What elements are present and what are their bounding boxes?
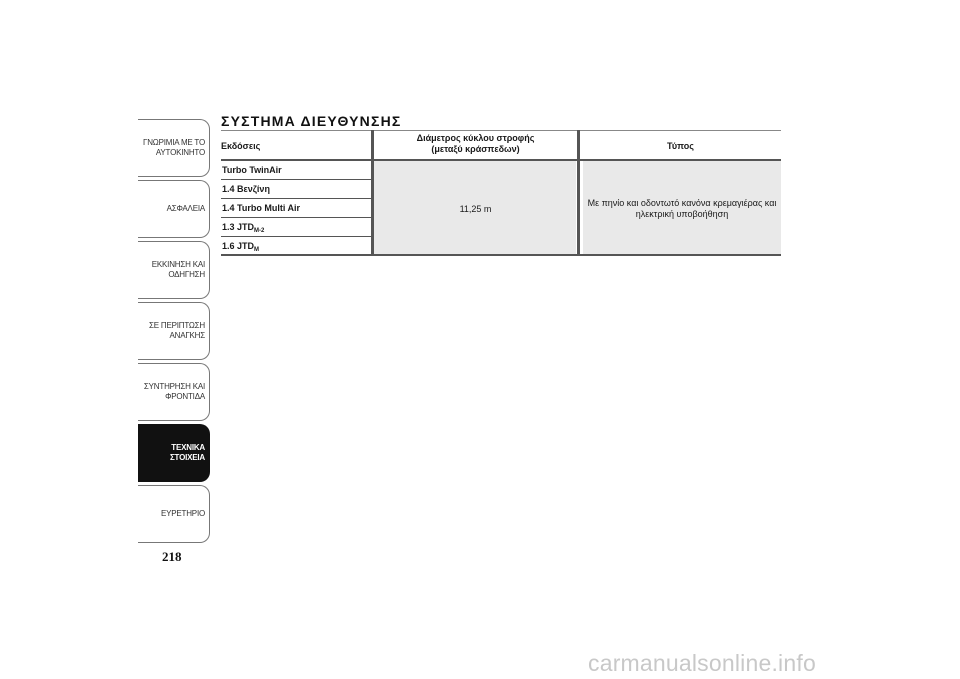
row-version-subscript: M — [254, 247, 260, 253]
header-versions: Εκδόσεις — [221, 141, 261, 151]
type-value: Με πηνίο και οδοντωτό κανόνα κρεμαγιέρας και ηλεκτρική υποβοήθηση — [587, 198, 777, 219]
page-number: 218 — [162, 549, 182, 564]
turning-circle-value: 11,25 m — [459, 204, 492, 214]
tab-safety[interactable] — [138, 180, 210, 238]
row-version-subscript: M-2 — [254, 228, 265, 234]
table-row — [221, 218, 371, 237]
tab-label: ΣΥΝΤΗΡΗΣΗ ΚΑΙ ΦΡΟΝΤΙΔΑ — [143, 382, 205, 401]
tab-technical-data[interactable] — [138, 424, 210, 482]
tab-label: ΑΣΦΑΛΕΙΑ — [166, 204, 205, 213]
row-version: 1.4 Βενζίνη — [222, 184, 270, 194]
watermark: carmanualsonline.info — [588, 650, 816, 676]
header-type: Τύπος — [667, 141, 694, 151]
table-bottom-rule — [221, 254, 781, 256]
tab-label: ΕΥΡΕΤΗΡΙΟ — [161, 509, 205, 518]
tab-label: ΣΕ ΠΕΡΙΠΤΩΣΗ ΑΝΑΓΚΗΣ — [149, 321, 205, 340]
tab-starting-driving[interactable] — [138, 241, 210, 299]
tab-emergency[interactable] — [138, 302, 210, 360]
table-row — [221, 180, 371, 199]
table-row — [221, 199, 371, 218]
section-title: ΣΥΣΤΗΜΑ ΔΙΕΥΘΥΝΣΗΣ — [221, 113, 402, 129]
header-turning-circle: Διάμετρος κύκλου στροφής (μεταξύ κράσπεδων) — [416, 133, 535, 154]
row-version: 1.3 JTD — [222, 222, 255, 232]
row-version: Turbo TwinAir — [222, 165, 282, 175]
tab-label: ΤΕΧΝΙΚΑ ΣΤΟΙΧΕΙΑ — [169, 443, 205, 462]
tab-label: ΓΝΩΡΙΜΙΑ ΜΕ ΤΟ ΑΥΤΟΚΙΝΗΤΟ — [143, 138, 205, 157]
tab-maintenance[interactable] — [138, 363, 210, 421]
steering-table — [221, 130, 781, 256]
table-top-rule — [221, 130, 781, 131]
row-version: 1.6 JTD — [222, 241, 255, 251]
tab-getting-to-know[interactable] — [138, 119, 210, 177]
tab-index[interactable] — [138, 485, 210, 543]
tab-label: ΕΚΚΙΝΗΣΗ ΚΑΙ ΟΔΗΓΗΣΗ — [151, 260, 205, 279]
row-version: 1.4 Turbo Multi Air — [222, 203, 300, 213]
table-row — [221, 161, 371, 180]
